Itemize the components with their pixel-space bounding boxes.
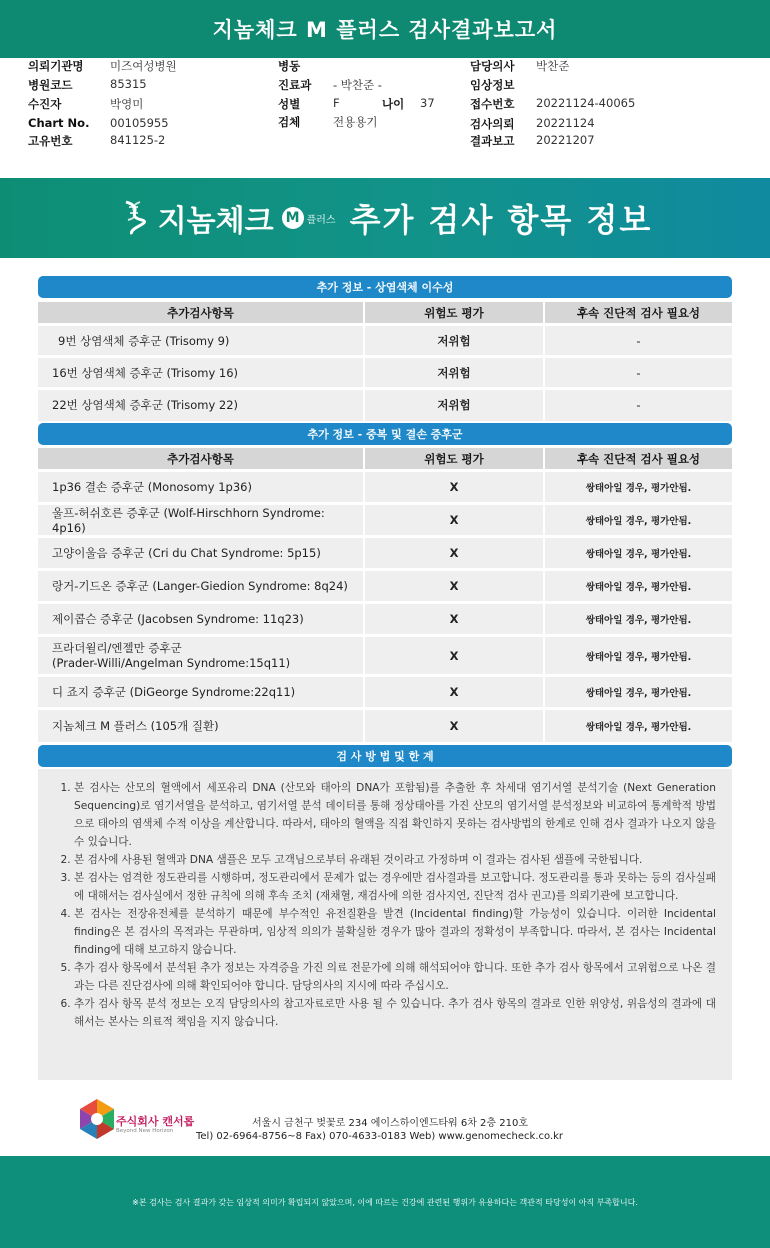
table-row [38, 389, 732, 421]
request-date-value: 20221124 [536, 116, 595, 130]
table-row [38, 325, 732, 357]
item-cell: 지놈체크 M 플러스 (105개 질환) [38, 709, 364, 742]
followup-cell: 쌍태아일 경우, 평가안됨. [544, 636, 732, 676]
item-cell: 디 죠지 증후군 (DiGeorge Syndrome:22q11) [38, 676, 364, 709]
table-row [38, 570, 732, 603]
report-title-bar [0, 0, 770, 58]
recipient-label: 수진자 [28, 97, 62, 111]
hospital-code-value: 85315 [110, 77, 147, 91]
hospital-code-label: 병원코드 [28, 78, 73, 92]
methods-list [38, 769, 732, 1031]
patient-info-block [0, 56, 770, 156]
section2-heading: 추가 정보 - 중복 및 결손 증후군 [38, 423, 732, 445]
methods-item: 1. 본 검사는 산모의 혈액에서 세포유리 DNA (산모와 태아의 DNA가 포함됨)를 추출한 후 차세대 염기서열 분석기술 (Next Generation Sequencing)로 염기서열을 분석하고, 염기서열 분석 데이터를 통해 정상태아를 가진 산모의 염기서열 분석정보와 비교하여 통계학적 방법으로 태아의 염색체 수적 이상을 계산합니다. 따라서, 태아의 혈액을 직접 확인하지 못하는 검사방법의 한계로 인해 검사 결과가 나오지 않을 수 있습니다. [74, 779, 716, 851]
section1-heading: 추가 정보 - 상염색체 이수성 [38, 276, 732, 298]
item-cell: 제이콥슨 증후군 (Jacobsen Syndrome: 11q23) [38, 603, 364, 636]
additional-info-banner [0, 178, 770, 258]
followup-cell: 쌍태아일 경우, 평가안됨. [544, 709, 732, 742]
dna-helix-icon [118, 198, 152, 238]
doctor-label: 담당의사 [470, 59, 515, 73]
followup-cell: 쌍태아일 경우, 평가안됨. [544, 570, 732, 603]
methods-item: 4. 본 검사는 전장유전체를 분석하기 때문에 부수적인 유전질환을 발견 (Incidental finding)할 가능성이 있습니다. 이러한 Incidental finding은 본 검사의 목적과는 무관하며, 임상적 의의가 불확실한 경우가 많아 결과의 정확성이 부족합니다. 따라서, 본 검사는 Incidental finding에 대해 보고하지 않습니다. [74, 905, 716, 959]
department-label: 진료과 [278, 78, 312, 92]
specimen-label: 검체 [278, 115, 301, 129]
banner-brand: 지놈체크 [157, 204, 274, 239]
risk-cell: 저위험 [364, 389, 544, 421]
company-address: 서울시 금천구 벚꽃로 234 에이스하이엔드타워 6차 2층 210호 [252, 1118, 529, 1129]
item-cell: 16번 상염색체 증후군 (Trisomy 16) [38, 357, 364, 389]
disclaimer-bar [0, 1156, 770, 1248]
aneuploidy-table [38, 302, 732, 421]
banner-title: 추가 검사 항목 정보 [349, 201, 653, 239]
clinical-info-label: 임상정보 [470, 78, 515, 92]
col-header-risk: 위험도 평가 [364, 302, 544, 325]
item-cell: 9번 상염색체 증후군 (Trisomy 9) [38, 325, 364, 357]
chart-no-label: Chart No. [28, 116, 90, 130]
col-header-item: 추가검사항목 [38, 302, 364, 325]
col-header-item: 추가검사항목 [38, 448, 364, 471]
chart-no-value: 00105955 [110, 116, 169, 130]
item-cell: 1p36 결손 증후군 (Monosomy 1p36) [38, 471, 364, 504]
col-header-followup: 후속 진단적 검사 필요성 [544, 302, 732, 325]
table-row [38, 357, 732, 389]
item-line-2: (Prader-Willi/Angelman Syndrome:15q11) [52, 655, 291, 670]
methods-item: 2. 본 검사에 사용된 혈액과 DNA 샘플은 모두 고객님으로부터 유래된 것이라고 가정하며 이 결과는 검사된 샘플에 국한됩니다. [74, 851, 716, 869]
col-header-followup: 후속 진단적 검사 필요성 [544, 448, 732, 471]
risk-cell: X [364, 504, 544, 537]
methods-item: 5. 추가 검사 항목에서 분석된 추가 정보는 자격증을 가진 의료 전문가에 의해 해석되어야 합니다. 또한 추가 검사 항목에서 고위험으로 나온 결과는 다른 진단검사에 의해 확인되어야 합니다. 담당의사의 지시에 따라 주십시오. [74, 959, 716, 995]
followup-cell: - [544, 389, 732, 421]
company-name: 주식회사 캔서롭 [116, 1115, 195, 1128]
table-row [38, 709, 732, 742]
m-badge-icon: M [282, 207, 304, 229]
genomecheck-logo [118, 196, 336, 240]
item-cell: 랑거-기드온 증후군 (Langer-Giedion Syndrome: 8q24) [38, 570, 364, 603]
table-row [38, 504, 732, 537]
disclaimer-text: ※본 검사는 검사 결과가 갖는 임상적 의미가 확립되지 않았으며, 이에 따르는 건강에 관련된 행위가 유용하다는 객관적 타당성이 아직 부족합니다. [132, 1197, 638, 1207]
age-label: 나이 [382, 97, 405, 111]
doctor-value: 박찬준 [536, 59, 570, 73]
risk-cell: X [364, 636, 544, 676]
result-date-label: 결과보고 [470, 134, 515, 148]
company-tagline: Beyond New Horizon [116, 1128, 174, 1134]
risk-cell: X [364, 570, 544, 603]
item-cell: 고양이울음 증후군 (Cri du Chat Syndrome: 5p15) [38, 537, 364, 570]
followup-cell: - [544, 325, 732, 357]
followup-cell: - [544, 357, 732, 389]
risk-cell: X [364, 709, 544, 742]
col-header-risk: 위험도 평가 [364, 448, 544, 471]
item-cell [38, 636, 364, 676]
table-row [38, 676, 732, 709]
methods-heading: 검 사 방 법 및 한 계 [38, 745, 732, 767]
risk-cell: X [364, 603, 544, 636]
table-row [38, 636, 732, 676]
risk-cell: X [364, 471, 544, 504]
risk-cell: X [364, 537, 544, 570]
unique-no-label: 고유번호 [28, 134, 73, 148]
table-row [38, 537, 732, 570]
institution-label: 의뢰기관명 [28, 59, 84, 73]
item-cell: 22번 상염색체 증후군 (Trisomy 22) [38, 389, 364, 421]
age-value: 37 [420, 96, 435, 110]
followup-cell: 쌍태아일 경우, 평가안됨. [544, 676, 732, 709]
risk-cell: X [364, 676, 544, 709]
microdeletion-table [38, 448, 732, 742]
ward-label: 병동 [278, 59, 301, 73]
banner-plus: 플러스 [306, 214, 336, 226]
methods-item: 6. 추가 검사 항목 분석 정보는 오직 담당의사의 참고자료로만 사용 될 수 있습니다. 추가 검사 항목의 결과로 인한 위양성, 위음성의 결과에 대해서는 본사는 의료적 책임을 지지 않습니다. [74, 995, 716, 1031]
followup-cell: 쌍태아일 경우, 평가안됨. [544, 537, 732, 570]
followup-cell: 쌍태아일 경우, 평가안됨. [544, 471, 732, 504]
result-date-value: 20221207 [536, 133, 595, 147]
recipient-value: 박영미 [110, 97, 144, 111]
sex-value: F [333, 96, 340, 110]
table-row [38, 603, 732, 636]
item-cell: 울프-허쉬호른 증후군 (Wolf-Hirschhorn Syndrome: 4p16) [38, 504, 364, 537]
specimen-value: 전용용기 [333, 115, 378, 129]
followup-cell: 쌍태아일 경우, 평가안됨. [544, 603, 732, 636]
item-line-1: 프라더윌리/엔젤만 증후군 [52, 640, 182, 655]
receipt-no-value: 20221124-40065 [536, 96, 636, 110]
institution-value: 미즈여성병원 [110, 59, 177, 73]
report-title: 지놈체크 M 플러스 검사결과보고서 [212, 18, 558, 42]
methods-box [38, 769, 732, 1080]
methods-item: 3. 본 검사는 엄격한 정도관리를 시행하며, 정도관리에서 문제가 없는 경우에만 검사결과를 보고합니다. 정도관리를 통과 못하는 등의 검사실패에 대해서는 검사실에서 정한 규칙에 의해 후속 조치 (재채혈, 재검사에 의한 검사지연, 진단적 검사 권고)를 의뢰기관에 보고합니다. [74, 869, 716, 905]
receipt-no-label: 접수번호 [470, 97, 515, 111]
sex-label: 성별 [278, 97, 301, 111]
request-date-label: 검사의뢰 [470, 117, 515, 131]
company-contact: Tel) 02-6964-8756~8 Fax) 070-4633-0183 Web) www.genomecheck.co.kr [196, 1131, 564, 1142]
department-value: - 박찬준 - [333, 78, 382, 92]
cancerrop-logo-icon [78, 1097, 116, 1141]
followup-cell: 쌍태아일 경우, 평가안됨. [544, 504, 732, 537]
risk-cell: 저위험 [364, 325, 544, 357]
risk-cell: 저위험 [364, 357, 544, 389]
table-row [38, 471, 732, 504]
unique-no-value: 841125-2 [110, 133, 166, 147]
